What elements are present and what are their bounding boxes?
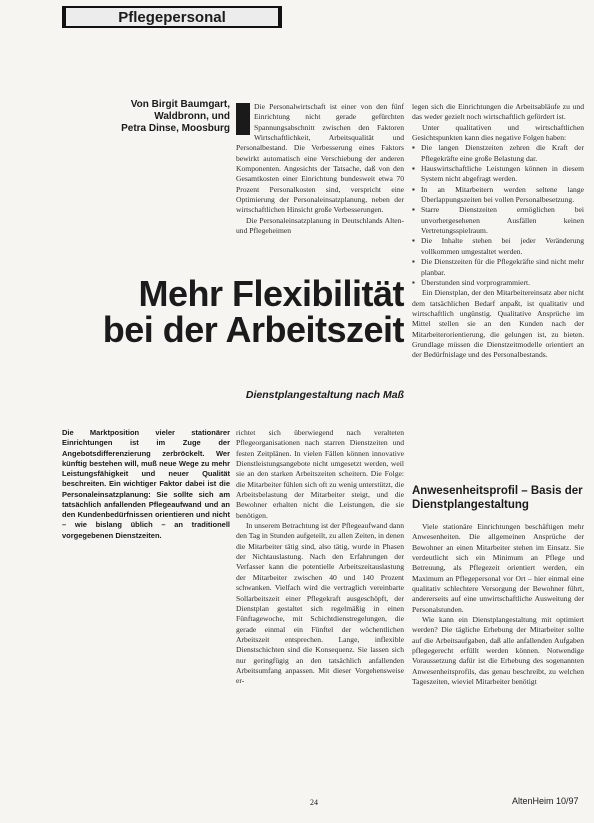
headline-line: bei der Arbeitszeit xyxy=(102,309,404,350)
bullet-item: ▪ Starre Dienstzeiten ermöglichen bei unvorhergesehenen Ausfällen keinen Vertretungsspielraum. xyxy=(412,205,584,236)
bullet-item: ▪ Hauswirtschaftliche Leistungen können in diesem System nicht abgefragt werden. xyxy=(412,164,584,185)
paragraph: In unserem Betrachtung ist der Pflegeaufwand dann den Tag in Stunden aufgeteilt, zu allen Zeiten, in denen die Mitarbeiter tätig sind, also tätig, wurde in Phasen der Nichtauslastung. Nach den Erfahrungen der Verfasser kann die potentielle Arbeitszeitauslastung der Mitarbeiter zwischen 40 und 140 Prozent schwanken. Vielfach wird die vertraglich vereinbarte Sollarbeitszeit einer Pflegekraft ausgeschöpft, der Dienstplan gestaltet sich regelmäßig in einen Fünftagewoche, mit Schichtdienstregelungen, die gerade einmal ein Fünftel der wöchentlichen Arbeitszeit entsprechen. Lange, inflexible Dienstschichten sind die Konsequenz. Sie lassen sich nur geringfügig an den tatsächlich anfallenden Arbeitsumfang anpassen. Mit dieser Vorgehensweise er- xyxy=(236,521,404,686)
paragraph: Die Personaleinsatzplanung in Deutschlands Alten- und Pflegeheimen xyxy=(236,215,404,236)
paragraph: Die Personalwirtschaft ist einer von den fünf Einrichtung nicht gerade gefürchten Spannungsabschnitt zwischen den Faktoren Wirtschaftlichkeit, Arbeitsqualität und Personalbestand. Die Verbesserung eines Faktors bewirkt automatisch eine Verschiebung der anderen Komponenten. Angesichts der Tatsache, daß von den Gesamtkosten einer Einrichtung bundesweit etwa 70 Prozent Personalkosten sind, verspricht eine Optimierung der Personaleinsatzplanung, neben der wirtschaftlichen Hinsicht große Verbesserungen. xyxy=(236,102,404,215)
paragraph: Viele stationäre Einrichtungen beschäftigen mehr Anwesenheiten. Die allgemeinen Ansprüche der Bewohner an einen Mitarbeiter stehen im Einsatz. Sie verdeutlicht sich ein Minimum an Pflege und Betreuung, als Pflegezeit orientiert werden, ein Maximum an Pflegepersonal vor Ort – hier einmal eine qualitativ schlechtere Versorgung der Bewohner führt, andererseits auf eine unwirtschaftliche Ausweitung der Personalstunden. xyxy=(412,522,584,614)
paragraph: Unter qualitativen und wirtschaftlichen Gesichtspunkten kann dies negative Folgen haben: xyxy=(412,122,584,143)
bullet-item: ▪ Die Dienstzeiten für die Pflegekräfte sind nicht mehr planbar. xyxy=(412,257,584,278)
body-column-3 xyxy=(412,102,584,361)
paragraph: legen sich die Einrichtungen die Arbeitsabläufe zu und das weder gezielt noch wirtschaftlich gefördert ist. xyxy=(412,102,584,122)
body-column-2 xyxy=(236,428,404,687)
paragraph: Ein Dienstplan, der den Mitarbeitereinsatz aber nicht dem tatsächlichen Bedarf anpaßt, ist qualitativ und wirtschaftlich ungünstig. Qualitative Ansprüche im Mittel stellen sie an den Kunden nach der Mitarbeiterorientierung, die gelungen ist, zu bieten. Grundlage müssen die Dienstzeitmodelle orientiert an der Bedürfnislage und des Personalbestands. xyxy=(412,288,584,360)
bullet-item: ▪ Die Inhalte stehen bei jeder Veränderung vollkommen umgestaltet werden. xyxy=(412,236,584,257)
drop-cap-block xyxy=(236,103,250,135)
body-column-1 xyxy=(236,102,404,236)
author-byline xyxy=(80,99,230,135)
author-line: Waldbronn, und xyxy=(154,111,230,122)
author-line: Von Birgit Baumgart, xyxy=(130,99,230,110)
section-heading: Anwesenheitsprofil – Basis der Dienstplangestaltung xyxy=(412,485,583,511)
author-line: Petra Dinse, Moosburg xyxy=(121,123,230,134)
bullet-list xyxy=(412,143,584,288)
article-headline xyxy=(60,273,404,350)
bullet-item: ▪ Die langen Dienstzeiten zehren die Kraft der Pflegekräfte eine große Belastung dar. xyxy=(412,143,584,164)
bullet-item: ▪ In an Mitarbeitern werden seltene lange Überlappungszeiten bei vollen Personalbesetzung. xyxy=(412,185,584,206)
article-subtitle: Dienstplangestaltung nach Maß xyxy=(245,389,404,401)
journal-footer: AltenHeim 10/97 xyxy=(512,796,579,806)
section-label: Pflegepersonal xyxy=(118,8,226,26)
headline-line: Mehr Flexibilität xyxy=(138,273,404,314)
paragraph: richtet sich überwiegend nach veralteten Pflegeorganisationen nach starren Dienstzeiten und festen Zeitplänen. In vielen Fällen können innovative Dienstleistungsangebote nicht umgesetzt werden, weil sie an den starken Arbeitszeiten scheitern. Die Folge: die Mitarbeiter fühlen sich oft zu wenig unterstützt, die Arbeitsbelastung der Mitarbeiter steigt, und die Bewohner erhalten nicht die Leistungen, die sie benötigen. xyxy=(236,428,404,520)
paragraph: Wie kann ein Dienstplangestaltung mit optimiert werden? Die tägliche Erhebung der Mitarbeiter sollte auf die Arbeitsaufgaben, daß alle anfallenden Aufgaben pflegegerecht erfüllt werden können. Notwendige Voraussetzung dafür ist die Erhebung des sogenannten Anwesenheitsprofils, das genau beschreibt, zu welchen Tageszeiten, wieviel Mitarbeiter benötigt xyxy=(412,615,584,687)
bullet-item: ▪ Überstunden sind vorprogrammiert. xyxy=(412,278,584,288)
page-number: 24 xyxy=(310,798,318,807)
lead-paragraph: Die Marktposition vieler stationärer Einrichtungen ist im Zuge der Angebotsdifferenzierung zerbröckelt. Wer künftig bestehen will, muß neue Wege zu mehr Leistungsfähigkeit und neuer Qualität beschreiten. Ein wichtiger Faktor dabei ist die Personaleinsatzplanung: Sie sollte sich am tatsächlich anfallenden Pflegeaufwand und an den Kundenbedürfnissen orientieren und nicht – wie bislang üblich – an traditionell vorgegebenen Dienstzeiten. xyxy=(62,428,230,540)
section-header xyxy=(62,6,282,28)
body-column-4 xyxy=(412,522,584,688)
